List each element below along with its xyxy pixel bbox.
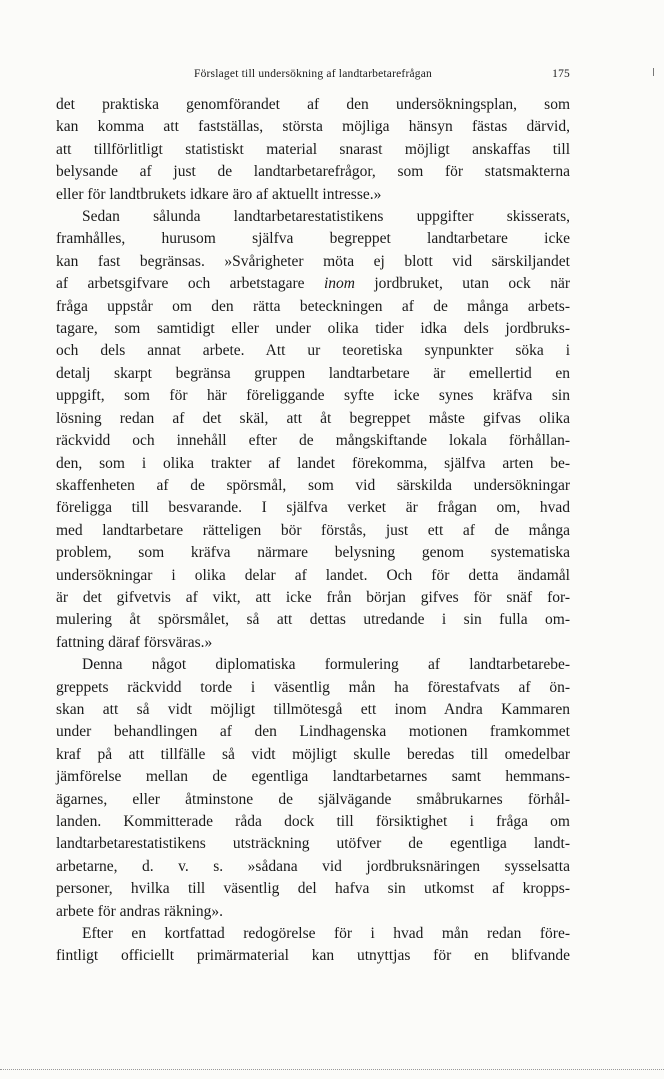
text-line: fråga uppstår om den rätta beteckningen af de många arbets- [56,297,570,315]
text-line: landen. Kommitterade råda dock till försiktighet i fråga om [56,813,570,830]
text-line: tagare, som samtidigt eller under olika tider idka dels jordbruks- [56,320,570,338]
text-line: detalj skarpt begränsa gruppen landtarbetare är emellertid en [56,364,570,382]
running-title: Förslaget till undersökning af landtarbetarefrågan [193,68,432,80]
text-line: eller för landtbrukets idkare äro af aktuellt intresse.» [56,185,382,203]
body-text [56,94,570,968]
text-line: jämförelse mellan de egentliga landtarbetarnes samt hemmans- [56,768,570,786]
text-line: framhålles, hurusom själfva begreppet landtarbetare icke [56,230,570,248]
text-line: under behandlingen af den Lindhagenska motionen framkommet [56,723,570,741]
text-line: ägarnes, eller åtminstone de självägande småbrukarnes förhål- [56,790,570,808]
text-line: kan komma att fastställas, största möjliga hänsyn fästas därvid, [56,118,570,136]
text-line: föreligga till besvarande. I själfva verket är frågan om, hvad [56,499,570,517]
book-page [56,62,570,968]
text-line: af arbetsgifvare och arbetstagare inom jordbruket, utan ock när [56,275,570,293]
text-line: mulering åt spörsmålet, så att dettas utredande i sin fulla om- [56,611,570,629]
text-line: belysande af just de landtarbetarefrågor, som för statsmakterna [56,163,570,181]
text-line: undersökningar i olika delar af landet. Och för detta ändamål [56,566,570,584]
text-line: det praktiska genomförandet af den undersökningsplan, som [56,96,570,113]
text-line: att tillförlitligt statistiskt material snarast möjligt anskaffas till [56,140,570,158]
text-line: och dels annat arbete. Att ur teoretiska synpunkter söka i [56,342,570,360]
text-line: kan fast begränsas. »Svårigheter möta ej blott vid särskiljandet [56,252,570,270]
text-line: landtarbetarestatistikens utsträckning utöfver de egentliga landt- [56,835,570,853]
emphasis: inom [323,275,355,293]
text-line: lösning redan af det skäl, att åt begreppet måste gifvas olika [56,409,570,427]
text-line: räckvidd och innehåll efter de mångskiftande lokala förhållan- [56,432,570,450]
text-line: Efter en kortfattad redogörelse för i hvad mån redan före- [82,925,570,943]
text-line: uppgift, som för här föreliggande syfte icke synes kräfva sin [56,387,570,405]
text-line: greppets räckvidd torde i väsentlig mån ha förestafvats af ön- [56,678,570,696]
text-line: är det gifvetvis af vikt, att icke från början gifves för snäf for- [56,588,570,606]
text-line: den, som i olika trakter af landet förekomma, själfva arten be- [56,454,570,472]
text-line: arbete för andras räkning». [56,902,223,920]
text-line: skan att så vidt möjligt tillmötesgå ett inom Andra Kammaren [56,700,570,718]
page-number: 175 [552,68,570,80]
text-line: fintligt officiellt primärmaterial kan utnyttjas för en blifvande [56,947,570,965]
text-line: med landtarbetare rätteligen bör förstås, just ett af de många [56,521,570,539]
text-line: arbetarne, d. v. s. »sådana vid jordbruksnäringen sysselsatta [56,857,570,875]
running-head [56,62,570,88]
text-line: kraf på att tillfälle så vidt möjligt skulle beredas till omedelbar [56,745,570,763]
text-line: skaffenheten af de spörsmål, som vid särskilda undersökningar [56,476,570,494]
text-line: Sedan sålunda landtarbetarestatistikens uppgifter skisserats, [82,208,570,226]
margin-mark [653,68,654,76]
text-line: problem, som kräfva närmare belysning genom systematiska [56,544,570,562]
text-line: Denna något diplomatiska formulering af landtarbetarebe- [82,656,570,674]
bottom-scan-edge [0,1069,664,1071]
text-line: personer, hvilka till väsentlig del hafva sin utkomst af kropps- [56,880,570,898]
text-line: fattning däraf försväras.» [56,633,213,651]
